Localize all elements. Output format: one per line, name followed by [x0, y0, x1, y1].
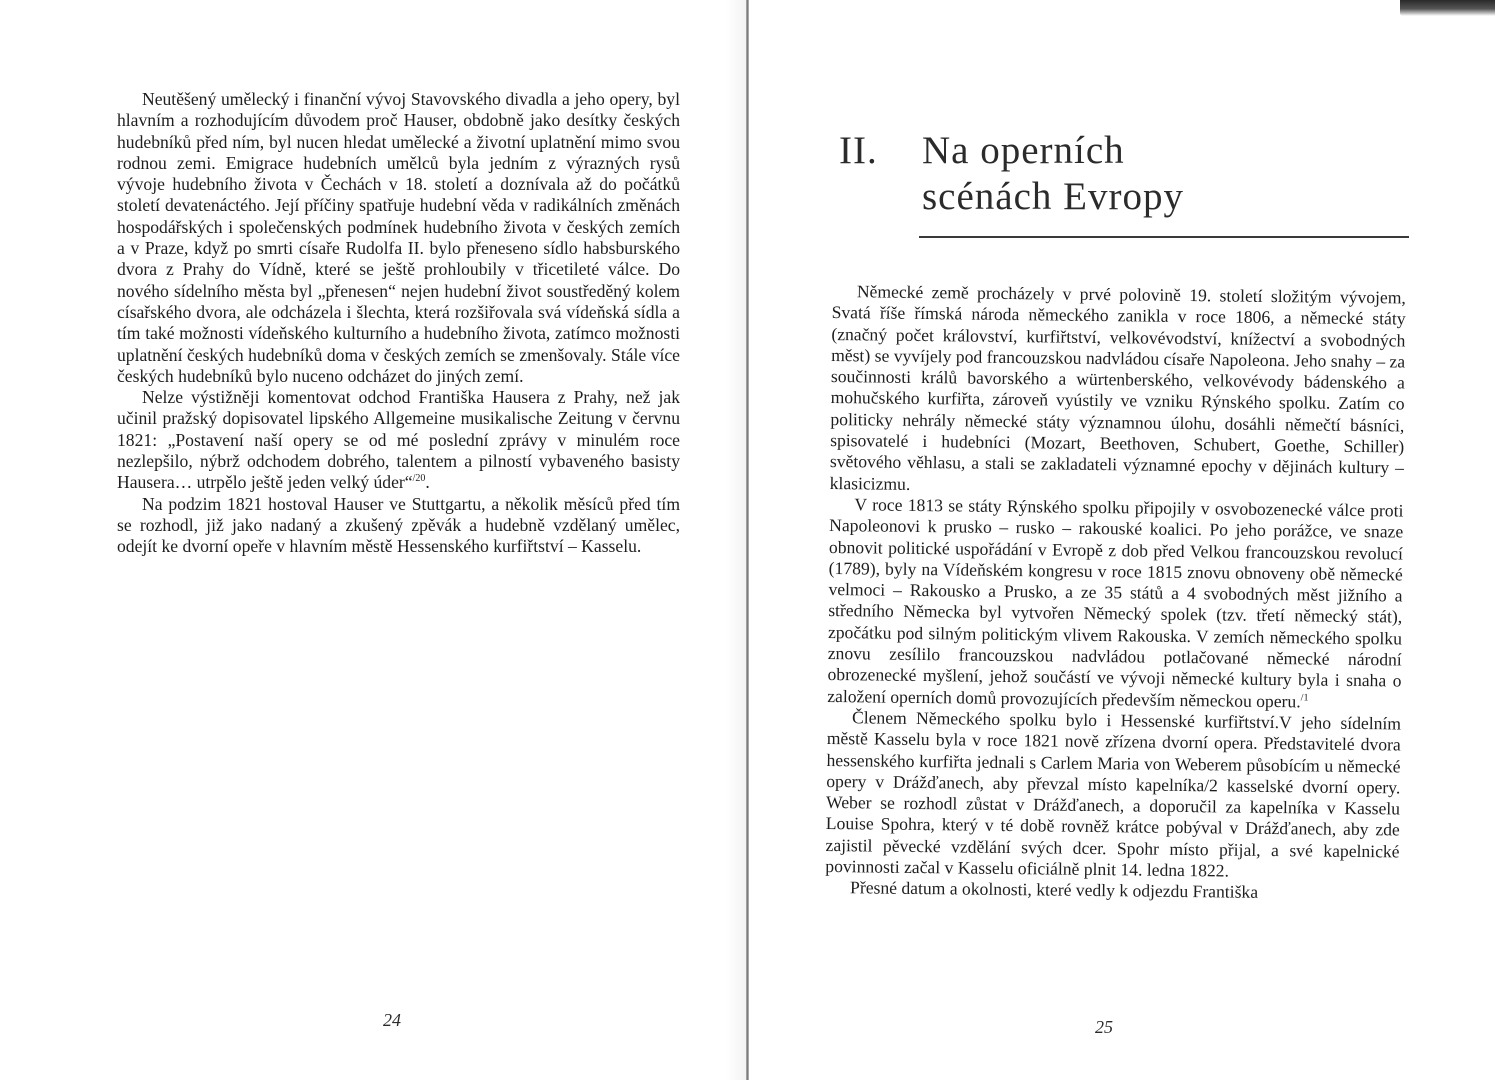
left-page-body [117, 89, 680, 558]
paragraph-text: Neutěšený umělecký i finanční vývoj Stavovského divadla a jeho opery, byl hlavním a rozhodujícím důvodem proč Hauser, obdobně jako desítky českých hudebníků před ním, byl nucen hledat umělecké a životní uplatnění mimo svou rodnou zemi. Emigrace hudebních umělců byla jedním z výrazných rysů vývoje hudebního života v Čechách v 18. století a doznívala až do počátků století devatenáctého. Její příčiny spatřuje hudební věda v radikálních změnách hospodářských i společenských podmínek hudebního života v českých zemích a v Praze, když po smrti císaře Rudolfa II. bylo přeneseno sídlo habsburského dvora z Prahy do Vídně, které se ještě prohloubily v třicetileté válce. Do nového sídelního města byl „přenesen“ nejen hudební život soustředěný kolem císařského dvora, ale odcházela i šlechta, která rozšiřovala svá vídeňská sídla a tím také možnosti vídeňského kulturního a hudebního života, zatímco možnosti uplatnění českých hudebníků doma v českých zemích se zmenšovaly. Stále více českých hudebníků bylo nuceno odcházet do jiných zemí. [117, 89, 680, 386]
right-page [750, 0, 1495, 1080]
footnote-reference: /20 [412, 473, 426, 485]
page-number: 25 [1095, 1017, 1113, 1037]
book-gutter [746, 0, 749, 1080]
chapter-title: Na operních scénách Evropy [922, 129, 1184, 218]
paragraph-text: Nelze výstižněji komentovat odchod Františka Hausera z Prahy, než jak učinil pražský dopisovatel lipského Allgemeine musikalische Zeitung v červnu 1821: „Postavení naší opery se od mé poslední zprávy v minulém roce nezlepšilo, nýbrž odchodem dobrého, talentem a pilností vybaveného basisty Hausera… utrpělo ještě jeden velký úder“ [117, 387, 680, 493]
page-number: 24 [383, 1010, 401, 1030]
chapter-rule [919, 236, 1409, 238]
paragraph-text: Členem Německého spolku bylo i Hessenské kurfiřtství.V jeho sídelním městě Kasselu byla v roce 1821 nově zřízena dvorní opera. Představitelé dvora hessenského kurfiřta jednali s Carlem Maria von Weberem působícím u německé opery v Drážďanech, aby převzal místo kapelníka/2 kasselské dvorní opery. Weber se rozhodl zůstat v Drážďanech, a doporučil za kapelníka v Kasselu Louise Spohra, který v té době rovněž krátce pobýval v Drážďanech, aby zde zajistil pěvecké vzdělání svých dcer. Spohr místo přijal, a své kapelnické povinnosti začal v Kasselu oficiálně plnit 14. ledna 1822. [825, 707, 1402, 881]
paragraph-text: Německé země procházely v prvé polovině 19. století složitým vývojem, Svatá říše římská národa německého zanikla v roce 1806, a německé státy (značný počet království, kurfiřtství, velkovévodství, knížectví a svobodných měst) se vyvíjely pod francouzskou nadvládou císaře Napoleona. Jeho snahy – za součinnosti králů bavorského a würtenberského, velkovévody bádenského a mohučského kurfiřta, zároveň vyústily ve vzniku Rýnského spolku. Zatím co politicky nehrály německé státy významnou úlohu, dosáhli němečtí básníci, spisovatelé i hudebníci (Mozart, Beethoven, Schubert, Goethe, Schiller) světového věhlasu, a stali se zakladateli významné epochy v dějinách kultury – klasicizmu. [829, 281, 1406, 494]
paragraph-text: Na podzim 1821 hostoval Hauser ve Stuttgartu, a několik měsíců před tím se rozhodl, již jako nadaný a zkušený zpěvák a hudebně vzdělaný umělec, odejít ke dvorní opeře v hlavním městě Hessenského kurfiřtství – Kasselu. [117, 493, 680, 557]
left-page [0, 0, 745, 1080]
paragraph-text: V roce 1813 se státy Rýnského spolku připojily v osvobozenecké válce proti Napoleonovi k prusko – rusko – rakouské koalici. Po jeho porážce, ve snaze obnovit politické uspořádání v Evropě z dob před Velkou francouzskou revolucí (1789), byly na Vídeňském kongresu v roce 1815 znovu obnoveny obě německé velmoci – Rakousko a Prusko, a ze 35 států a 4 svobodných měst jižního a středního Německa byl vytvořen Německý spolek (tzv. třetí německý stát), zpočátku pod silným politickým vlivem Rakouska. V zemích německého spolku znovu zesílilo francouzskou nadvládou potlačované německé národní obrozenecké myšlení, jehož součástí ve vývoji německé kultury byla i snaha o založení operních domů provozujících především německou operu. [827, 494, 1404, 711]
paragraph [825, 707, 1401, 884]
paragraph [827, 494, 1403, 713]
paragraph: Nelze výstižněji komentovat odchod Františka Hausera z Prahy, než jak učinil pražský dopisovatel lipského Allgemeine musikalische Zeitung v červnu 1821: „Postavení naší opery se od mé poslední zprávy v minulém roce nezlepšilo, nýbrž odchodem dobrého, talentem a pilností vybaveného basisty Hausera… utrpělo ještě jeden velký úder“$^{/20}$. [117, 387, 680, 493]
right-page-body [825, 281, 1406, 905]
paragraph [117, 89, 680, 387]
paragraph [830, 281, 1406, 500]
chapter-number: II. [839, 129, 878, 172]
paragraph-text: Přesné datum a okolnosti, které vedly k odjezdu Františka [850, 877, 1259, 903]
footnote-reference: /1 [1300, 692, 1309, 704]
paragraph [117, 494, 680, 558]
